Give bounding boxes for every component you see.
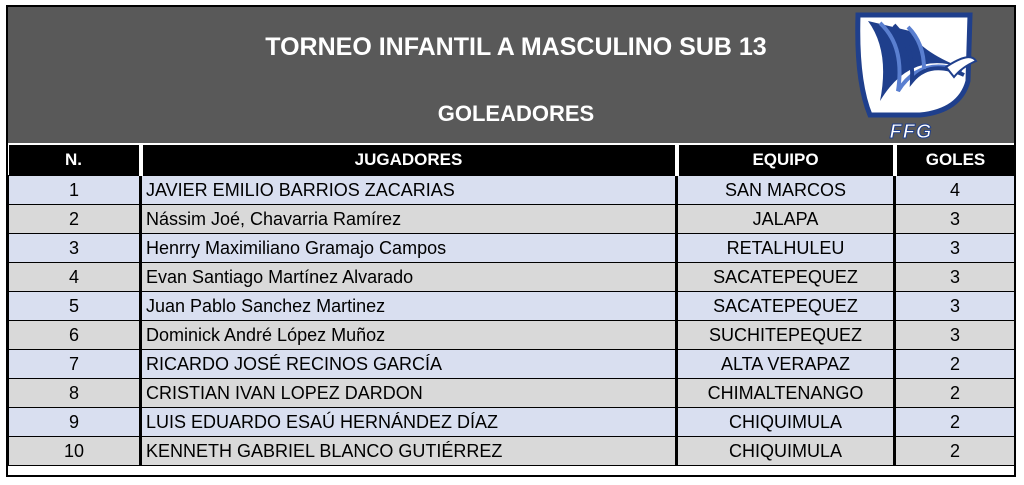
column-header-goals: GOLES: [895, 145, 1015, 176]
title-banner: [8, 7, 1014, 143]
table-row: [9, 408, 1015, 437]
ffg-logo-text: FFG: [889, 121, 933, 143]
team-cell: RETALHULEU: [677, 234, 895, 263]
goals-cell: 3: [895, 234, 1015, 263]
team-cell: SUCHITEPEQUEZ: [677, 321, 895, 350]
rank-cell: 2: [9, 205, 141, 234]
goals-cell: 3: [895, 321, 1015, 350]
table-row: [9, 292, 1015, 321]
column-header-players: JUGADORES: [141, 145, 677, 176]
goals-cell: 2: [895, 350, 1015, 379]
table-row: [9, 176, 1015, 205]
tournament-title: TORNEO INFANTIL A MASCULINO SUB 13: [265, 33, 767, 61]
player-cell: LUIS EDUARDO ESAÚ HERNÁNDEZ DÍAZ: [141, 408, 677, 437]
player-cell: Juan Pablo Sanchez Martinez: [141, 292, 677, 321]
table-row: [9, 350, 1015, 379]
team-cell: JALAPA: [677, 205, 895, 234]
team-cell: ALTA VERAPAZ: [677, 350, 895, 379]
rank-cell: 10: [9, 437, 141, 466]
player-cell: Henrry Maximiliano Gramajo Campos: [141, 234, 677, 263]
rank-cell: 5: [9, 292, 141, 321]
team-cell: CHIMALTENANGO: [677, 379, 895, 408]
player-cell: CRISTIAN IVAN LOPEZ DARDON: [141, 379, 677, 408]
goals-cell: 2: [895, 408, 1015, 437]
goals-cell: 3: [895, 292, 1015, 321]
rank-cell: 3: [9, 234, 141, 263]
goals-cell: 2: [895, 437, 1015, 466]
rank-cell: 7: [9, 350, 141, 379]
table-row: [9, 437, 1015, 466]
table-header-row: [9, 145, 1015, 176]
team-cell: SACATEPEQUEZ: [677, 292, 895, 321]
team-cell: SACATEPEQUEZ: [677, 263, 895, 292]
team-cell: CHIQUIMULA: [677, 408, 895, 437]
column-header-team: EQUIPO: [677, 145, 895, 176]
player-cell: JAVIER EMILIO BARRIOS ZACARIAS: [141, 176, 677, 205]
table-row: [9, 263, 1015, 292]
rank-cell: 6: [9, 321, 141, 350]
table-row: [9, 379, 1015, 408]
team-cell: SAN MARCOS: [677, 176, 895, 205]
player-cell: Evan Santiago Martínez Alvarado: [141, 263, 677, 292]
goals-cell: 2: [895, 379, 1015, 408]
column-header-number: N.: [9, 145, 141, 176]
goals-cell: 3: [895, 263, 1015, 292]
player-cell: RICARDO JOSÉ RECINOS GARCÍA: [141, 350, 677, 379]
player-cell: KENNETH GABRIEL BLANCO GUTIÉRREZ: [141, 437, 677, 466]
player-cell: Dominick André López Muñoz: [141, 321, 677, 350]
rank-cell: 1: [9, 176, 141, 205]
section-subtitle: GOLEADORES: [437, 101, 595, 126]
rank-cell: 8: [9, 379, 141, 408]
goals-cell: 4: [895, 176, 1015, 205]
table-row: [9, 321, 1015, 350]
table-row: [9, 205, 1015, 234]
scorers-sheet: [6, 5, 1016, 477]
team-cell: CHIQUIMULA: [677, 437, 895, 466]
goals-cell: 3: [895, 205, 1015, 234]
rank-cell: 4: [9, 263, 141, 292]
scorers-table: [8, 145, 1015, 466]
rank-cell: 9: [9, 408, 141, 437]
table-row: [9, 234, 1015, 263]
player-cell: Nássim Joé, Chavarria Ramírez: [141, 205, 677, 234]
